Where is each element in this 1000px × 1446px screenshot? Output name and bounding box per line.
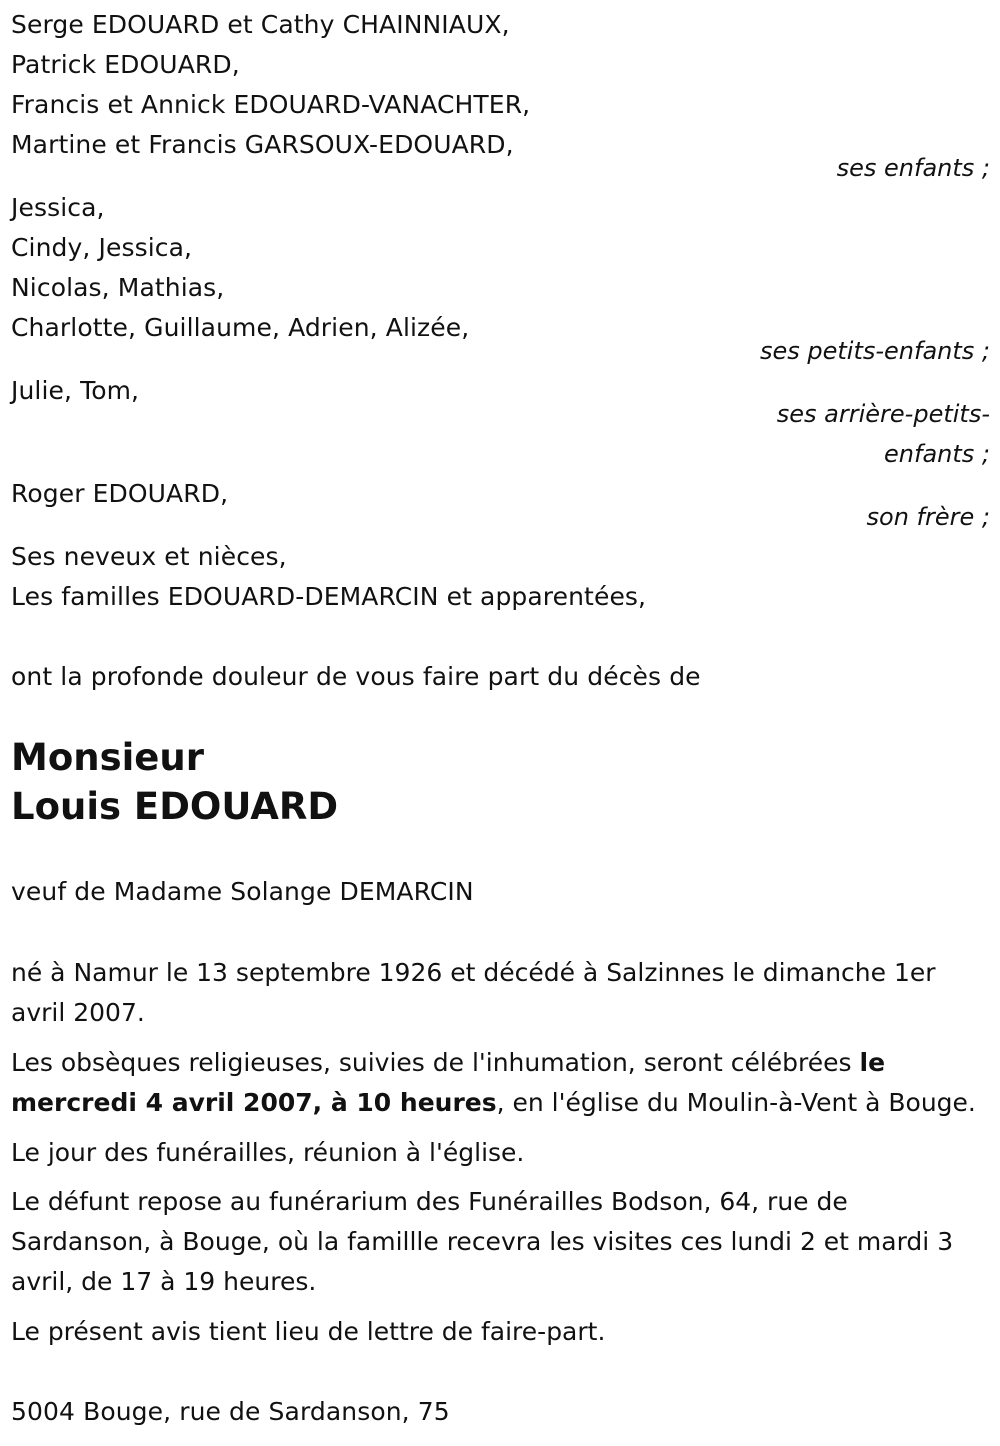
relation-great-grandchildren-1: ses arrière-petits- — [776, 400, 990, 428]
deceased-title: Monsieur — [11, 736, 204, 779]
family-line: Charlotte, Guillaume, Adrien, Alizée, — [11, 313, 470, 342]
family-line: Julie, Tom, — [11, 376, 140, 405]
family-line: Jessica, — [11, 193, 105, 222]
family-line: Nicolas, Mathias, — [11, 273, 225, 302]
relation-grandchildren: ses petits-enfants ; — [759, 337, 990, 365]
relation-children: ses enfants ; — [836, 154, 990, 182]
birth-death-paragraph: né à Namur le 13 septembre 1926 et décédé à Salzinnes le dimanche 1er avril 2007. — [11, 958, 936, 1027]
funeral-paragraph — [11, 1043, 986, 1123]
family-line: Ses neveux et nièces, — [11, 542, 287, 571]
family-line: Les familles EDOUARD-DEMARCIN et apparentées, — [11, 582, 647, 611]
funeral-text-after: , en l'église du Moulin-à-Vent à Bouge. — [496, 1088, 976, 1117]
deceased-name: Louis EDOUARD — [11, 785, 339, 828]
family-line: Martine et Francis GARSOUX-EDOUARD, — [11, 130, 514, 159]
address: 5004 Bouge, rue de Sardanson, 75 — [11, 1397, 450, 1426]
widower-of: veuf de Madame Solange DEMARCIN — [11, 877, 474, 906]
rest-paragraph: Le défunt repose au funérarium des Funérailles Bodson, 64, rue de Sardanson, à Bouge, où la familllе recevra les visites ces lundi 2 et mardi 3 avril, de 17 à 19 heures. — [11, 1187, 954, 1296]
family-line: Francis et Annick EDOUARD-VANACHTER, — [11, 90, 531, 119]
family-line: Patrick EDOUARD, — [11, 50, 240, 79]
notice-paragraph: Le présent avis tient lieu de lettre de faire-part. — [11, 1317, 606, 1346]
family-line: Serge EDOUARD et Cathy CHAINNIAUX, — [11, 10, 510, 39]
relation-brother: son frère ; — [866, 503, 990, 531]
announcement-text: ont la profonde douleur de vous faire part du décès de — [11, 662, 701, 691]
funeral-text-before: Les obsèques religieuses, suivies de l'inhumation, seront célébrées — [11, 1048, 860, 1077]
family-line: Roger EDOUARD, — [11, 479, 229, 508]
family-line: Cindy, Jessica, — [11, 233, 193, 262]
funeral-date-time: le mercredi 4 avril 2007, à 10 heures — [11, 1048, 886, 1117]
reunion-paragraph: Le jour des funérailles, réunion à l'église. — [11, 1138, 525, 1167]
relation-great-grandchildren-2: enfants ; — [884, 440, 990, 468]
